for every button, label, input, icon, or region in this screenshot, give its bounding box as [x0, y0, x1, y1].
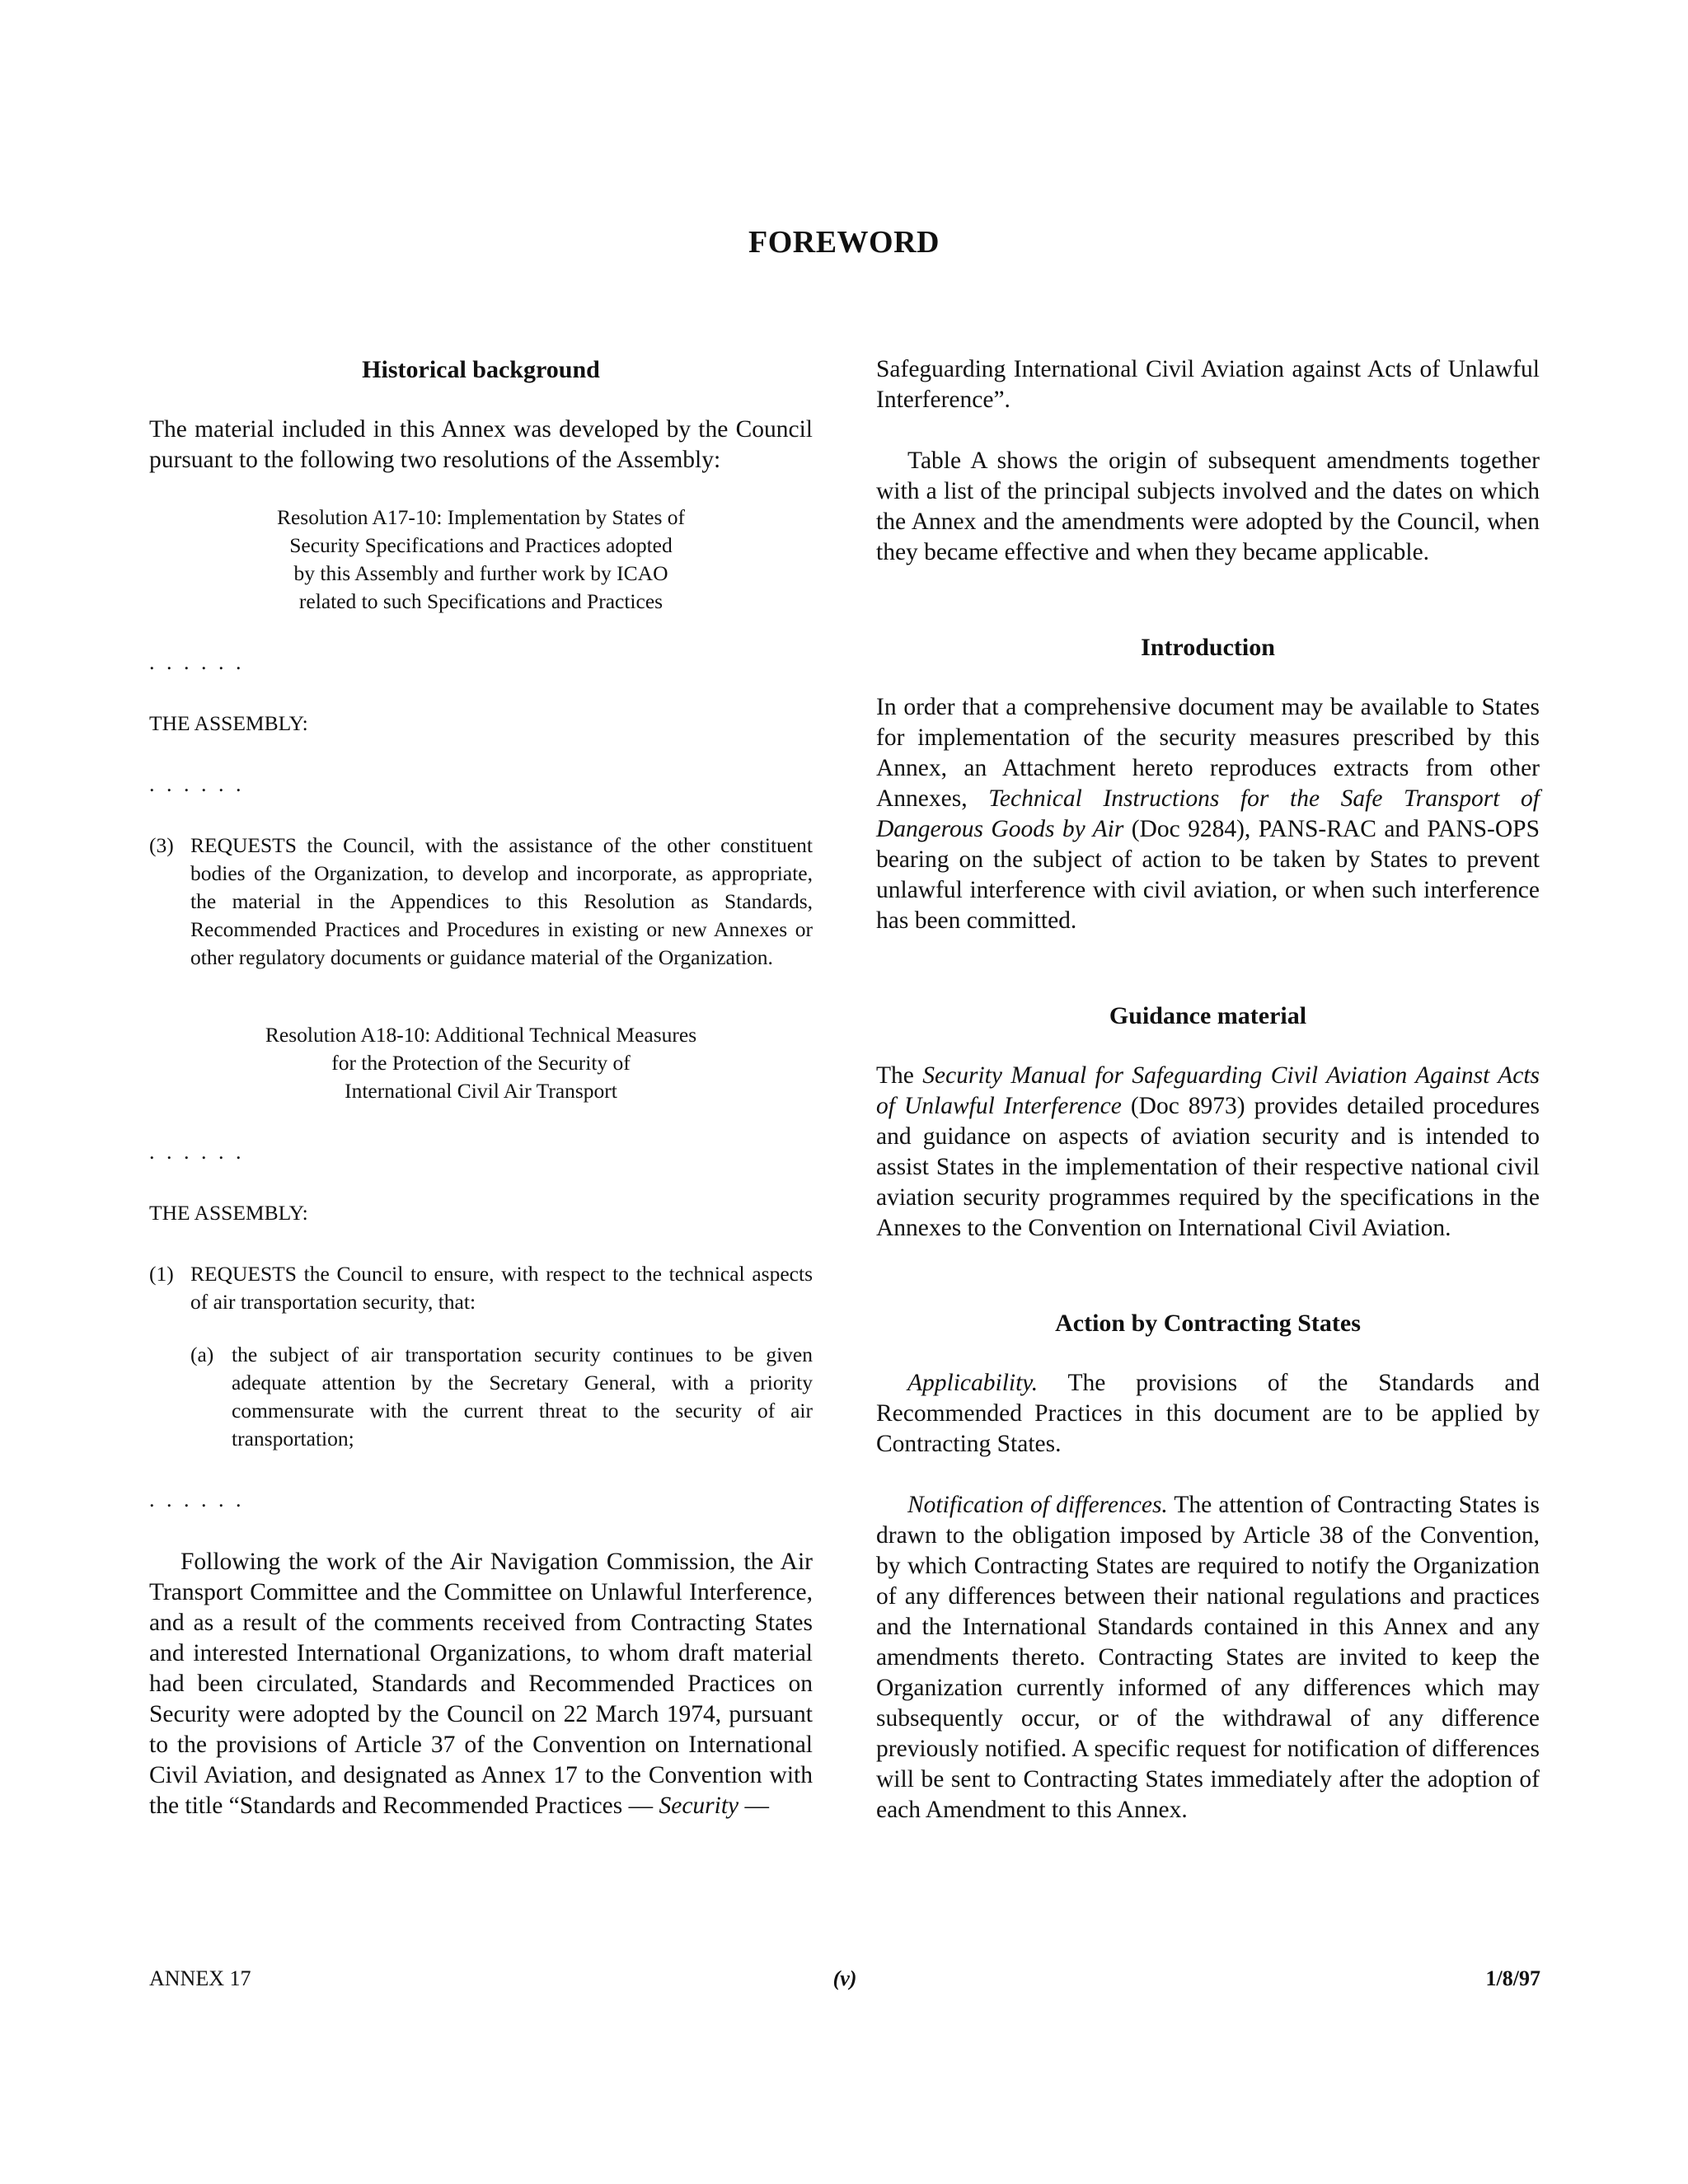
assembly-label: THE ASSEMBLY: [149, 711, 308, 735]
list-item-number: (3) [149, 833, 174, 857]
list-item-a [190, 1341, 813, 1453]
paragraph-guidance: The Security Manual for Safeguarding Civil Aviation Against Acts of Unlawful Interference (Doc 8973) provides detailed procedures and guidance on aspects of aviation security and is intended to assist States in the implementation of their respective national civil aviation security programmes required by the specifications in the Annexes to the Convention on International Civil Aviation. [876, 1062, 1540, 1241]
paragraph-title-continued: Safeguarding International Civil Aviation against Acts of Unlawful Interference”. [876, 356, 1540, 413]
paragraph-adoption: Following the work of the Air Navigation Commission, the Air Transport Committee and the Committee on Unlawful Interference, and as a result of the comments received from Contracting States and interested International Organizations, to whom draft material had been circulated, Standards and Recommended Practices on Security were adopted by the Council on 22 March 1974, pursuant to the provisions of Article 37 of the Convention on International Civil Aviation, and designated as Annex 17 to the Convention with the title “Standards and Recommended Practices — Security — [149, 1549, 813, 1819]
right-column [876, 354, 1540, 1825]
page-title: FOREWORD [748, 225, 940, 260]
resolution-a17-10 [149, 504, 813, 616]
heading-introduction: Introduction [1141, 634, 1275, 661]
resolution-line: Security Specifications and Practices adopted [289, 533, 673, 557]
list-item-number: (a) [190, 1343, 214, 1366]
footer-page-number: (v) [832, 1966, 857, 1990]
heading-historical-background: Historical background [362, 356, 600, 383]
page-footer [149, 1962, 1540, 1995]
resolution-a18-10 [149, 1021, 813, 1105]
list-item-text: the subject of air transportation security continues to be given adequate attention by the Secretary General, with a priority commensurate with the current threat to the security of air transportation; [232, 1343, 813, 1451]
ellipsis: . . . . . . [149, 1488, 245, 1511]
paragraph-intro: The material included in this Annex was developed by the Council pursuant to the following two resolutions of the Assembly: [149, 416, 813, 473]
list-item-text: REQUESTS the Council to ensure, with respect to the technical aspects of air transportation security, that: [190, 1262, 813, 1314]
list-item-number: (1) [149, 1262, 174, 1286]
assembly-label: THE ASSEMBLY: [149, 1201, 308, 1225]
list-item-text: REQUESTS the Council, with the assistance of the other constituent bodies of the Organization, to develop and incorporate, as appropriate, the material in the Appendices to this Resolution as Standards, Recommended Practices and Procedures in existing or new Annexes or other regulatory documents or guidance material of the Organization. [190, 833, 813, 969]
heading-action-by-contracting-states: Action by Contracting States [1055, 1310, 1361, 1337]
resolution-line: by this Assembly and further work by ICAO [293, 561, 668, 585]
resolution-line: for the Protection of the Security of [331, 1051, 631, 1075]
list-item-1 [149, 1260, 813, 1316]
ellipsis: . . . . . . [149, 1140, 245, 1164]
resolution-line: Resolution A18-10: Additional Technical Measures [265, 1023, 697, 1047]
footer-date: 1/8/97 [1485, 1966, 1540, 1990]
heading-guidance-material: Guidance material [1109, 1002, 1307, 1029]
resolution-line: related to such Specifications and Practices [298, 589, 663, 613]
footer-annex: ANNEX 17 [149, 1966, 251, 1990]
resolution-line: International Civil Air Transport [345, 1079, 617, 1103]
left-column [149, 354, 813, 1821]
list-item-3 [149, 832, 813, 972]
paragraph-table-a: Table A shows the origin of subsequent amendments together with a list of the principal subjects involved and the dates on which the Annex and the amendments were adopted by the Council, when they became effective and when they became applicable. [876, 448, 1540, 565]
paragraph-introduction: In order that a comprehensive document may be available to States for implementation of the security measures prescribed by this Annex, an Attachment hereto reproduces extracts from other Annexes, Technical Instructions for the Safe Transport of Dangerous Goods by Air (Doc 9284), PANS-RAC and PANS-OPS bearing on the subject of action to be taken by States to prevent unlawful interference with civil aviation, or when such interference has been committed. [876, 694, 1540, 934]
paragraph-applicability: Applicability. The provisions of the Standards and Recommended Practices in this document are to be applied by Contracting States. [876, 1370, 1540, 1457]
ellipsis: . . . . . . [149, 772, 245, 796]
ellipsis: . . . . . . [149, 650, 245, 674]
paragraph-notification: Notification of differences. The attention of Contracting States is drawn to the obligation imposed by Article 38 of the Convention, by which Contracting States are required to notify the Organization of any differences between their national regulations and practices and the International Standards contained in this Annex and any amendments thereto. Contracting States are invited to keep the Organization currently informed of any differences which may subsequently occur, or of the withdrawal of any difference previously notified. A specific request for notification of differences will be sent to Contracting States immediately after the adoption of each Amendment to this Annex. [876, 1492, 1540, 1823]
resolution-line: Resolution A17-10: Implementation by States of [276, 505, 686, 529]
